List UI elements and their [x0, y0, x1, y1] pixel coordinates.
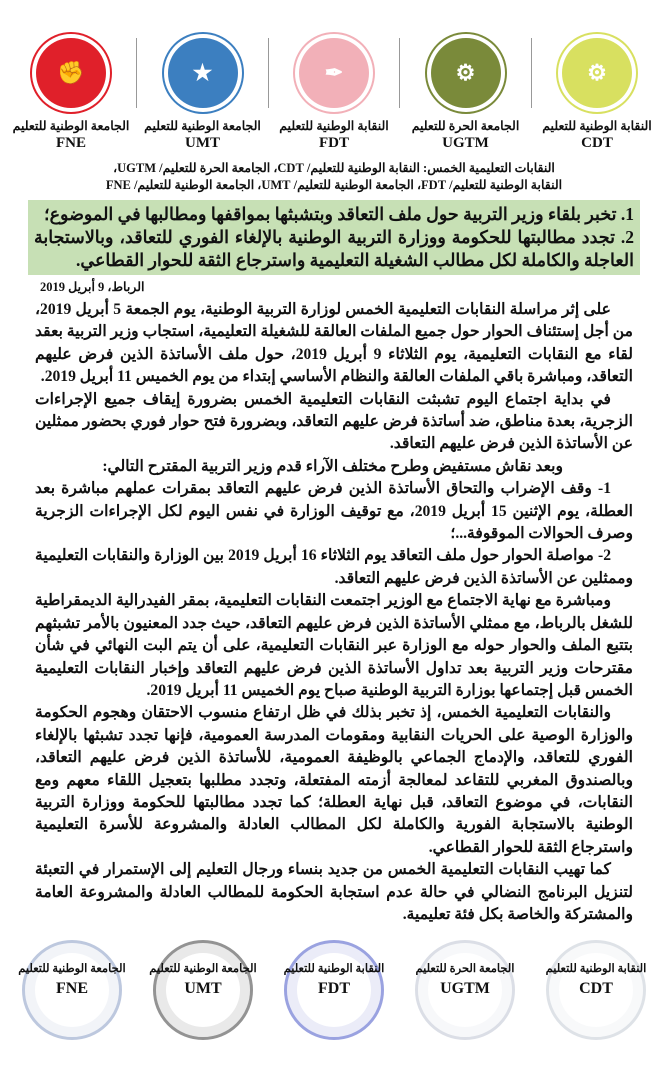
paragraph: 1- وقف الإضراب والتحاق الأساتذة الذين فرض عليهم التعاقد بمقرات عملهم مباشرة بعد العطلة، يوم الإثنين 15 أبريل 2019، مع توقيف الوزارة في نفس اليوم لكل الإجراءات الزجرية وصرف الحوالات الموقوفة...؛ — [35, 480, 633, 543]
signature-umt — [140, 940, 266, 1045]
paragraph: في بداية اجتماع اليوم تشبثت النقابات التعليمية الخمس بضرورة إيقاف جميع الإجراءات الزجرية، بعدة مناطق، ضد أساتذة فرض عليهم التعاقد، وبضرورة فتح حوار فوري بحضور ممثلين عن الأساتذة الذين فرض عليهم التعاقد. — [35, 390, 633, 453]
logo-ugtm — [404, 30, 528, 152]
org-code: CDT — [581, 135, 613, 151]
statement-body — [35, 299, 633, 926]
header-line-2: النقابة الوطنية للتعليم/ FDT، الجامعة الوطنية للتعليم/ UMT، الجامعة الوطنية للتعليم/ FNE — [105, 178, 563, 192]
highlight-item-1: 1. تخبر بلقاء وزير التربية حول ملف التعاقد وبتشبثها بمواقفها ومطالبها في الموضوع؛ — [44, 204, 634, 224]
signature-code: UGTM — [440, 980, 490, 998]
fne-logo-icon — [36, 38, 106, 108]
star-icon: ★ — [192, 60, 213, 85]
union-logos-row — [9, 30, 659, 152]
signature-code: FNE — [56, 980, 88, 998]
signature-cdt — [533, 940, 659, 1045]
gear-icon: ⚙ — [587, 60, 607, 85]
signature-code: CDT — [579, 980, 613, 998]
signature-code: FDT — [318, 980, 350, 998]
org-code: FNE — [56, 135, 86, 151]
cdt-logo-icon — [562, 38, 632, 108]
paragraph: 2- مواصلة الحوار حول ملف التعاقد يوم الثلاثاء 16 أبريل 2019 بين الوزارة والنقابات التعليمية وممثلين عن الأساتذة الذين فرض عليهم التعاقد. — [35, 547, 633, 587]
paragraph: وبعد نقاش مستفيض وطرح مختلف الآراء قدم وزير التربية المقترح التالي: — [102, 457, 563, 475]
highlight-item-2: 2. تجدد مطالبتها للحكومة ووزارة التربية الوطنية بالإلغاء الفوري للتعاقد، وبالاستجابة العاجلة والكاملة لكل مطالب الشغيلة التعليمية واسترجاع الثقة للحوار القطاعي. — [34, 227, 634, 270]
signature-name: النقابة الوطنية للتعليم — [283, 963, 385, 976]
header-line-1: النقابات التعليمية الخمس: النقابة الوطنية للتعليم/ CDT، الجامعة الحرة للتعليم/ UGTM، — [113, 161, 555, 175]
org-name: النقابة الوطنية للتعليم — [279, 119, 389, 133]
pen-icon: ✒ — [324, 60, 344, 85]
ugtm-logo-icon — [431, 38, 501, 108]
org-code: FDT — [319, 135, 349, 151]
org-name: الجامعة الوطنية للتعليم — [12, 119, 130, 133]
paragraph: على إثر مراسلة النقابات التعليمية الخمس لوزارة التربية الوطنية، يوم الجمعة 5 أبريل 2019، من أجل إستئناف الحوار حول جميع الملفات العالقة للشغيلة التعليمية، استجاب وزير التربية بعقد لقاء مع النقابات التعليمية، يوم الثلاثاء 9 أبريل 2019، حول ملف الأساتذة الذين فرض عليهم التعاقد، ومباشرة باقي الملفات العالقة والنظام الأساسي إبتداء من يوم الخميس 11 أبريل 2019. — [35, 301, 633, 386]
fdt-logo-icon — [299, 38, 369, 108]
logo-cdt — [535, 30, 659, 152]
signature-fdt — [271, 940, 397, 1045]
signature-name: الجامعة الوطنية للتعليم — [18, 963, 126, 976]
org-code: UGTM — [442, 135, 489, 151]
signature-ugtm — [402, 940, 528, 1045]
paragraph: ومباشرة مع نهاية الاجتماع مع الوزير اجتمعت النقابات التعليمية، بمقر الفيدرالية الديمقراطية للشغل بالرباط، مع ممثلي الأساتذة الذين فرض عليهم التعاقد، حيث جدد المعنيون بالأمر تشبثهم بتتبع الملف والحوار حوله مع الوزارة عبر النقابات التعليمية، على أن يتم البت النهائي في شأن مقترحات وزير التربية بعد تداول الأساتذة الذين فرض عليهم التعاقد وإخبار النقابات التعليمية الخمس قبل إجتماعها بوزارة التربية الوطنية صباح يوم الخميس 11 أبريل 2019. — [35, 592, 633, 699]
signature-name: الجامعة الحرة للتعليم — [415, 963, 515, 976]
paragraph: كما تهيب النقابات التعليمية الخمس من جديد بنساء ورجال التعليم إلى الإستمرار في التعبئة لتنزيل البرنامج النضالي في حالة عدم استجابة الحكومة للمطالب العادلة والمشروعة العامة والمشتركة والخاصة بكل فئة تعليمية. — [35, 861, 633, 923]
signature-name: الجامعة الوطنية للتعليم — [149, 963, 257, 976]
logo-fdt — [272, 30, 396, 152]
umt-logo-icon — [168, 38, 238, 108]
gear-icon: ⚙ — [455, 60, 476, 85]
org-name: الجامعة الوطنية للتعليم — [144, 119, 261, 133]
paragraph: والنقابات التعليمية الخمس، إذ تخبر بذلك في ظل ارتفاع منسوب الاحتقان وهجوم الحكومة والوزارة الوصية على الحريات النقابية ومقومات المدرسة العمومية، فإنها تجدد تشبثها بالإلغاء الفوري للتعاقد، والإدماج الجماعي بالوظيفة العمومية، للأساتذة الذين فرض عليهم التعاقد، وبالصندوق المغربي للتقاعد لمعالجة أزمته المفتعلة، وتجدد مطلبها بتعجيل اللقاء معهم ومع النقابات، في موضوع التعاقد، قبل نهاية العطلة؛ كما تجدد مطالبتها للحكومة ووزارة التربية الوطنية بالاستجابة الفورية والكاملة لكل المطالب العادلة والمشروعة للأسرة التعليمية واسترجاع الثقة للحوار القطاعي. — [35, 704, 633, 856]
date-line: الرباط، 9 أبريل 2019 — [40, 280, 145, 294]
fist-icon: ✊ — [57, 60, 85, 85]
signatures-row — [9, 940, 659, 1045]
logo-umt — [141, 30, 265, 152]
unions-header — [0, 160, 668, 194]
highlight-box — [28, 200, 640, 275]
org-name: الجامعة الحرة للتعليم — [411, 119, 520, 133]
logo-fne — [9, 30, 133, 152]
signature-fne — [9, 940, 135, 1045]
signature-code: UMT — [184, 980, 222, 998]
signature-name: النقابة الوطنية للتعليم — [545, 963, 647, 976]
org-name: النقابة الوطنية للتعليم — [542, 119, 652, 133]
org-code: UMT — [185, 135, 220, 151]
